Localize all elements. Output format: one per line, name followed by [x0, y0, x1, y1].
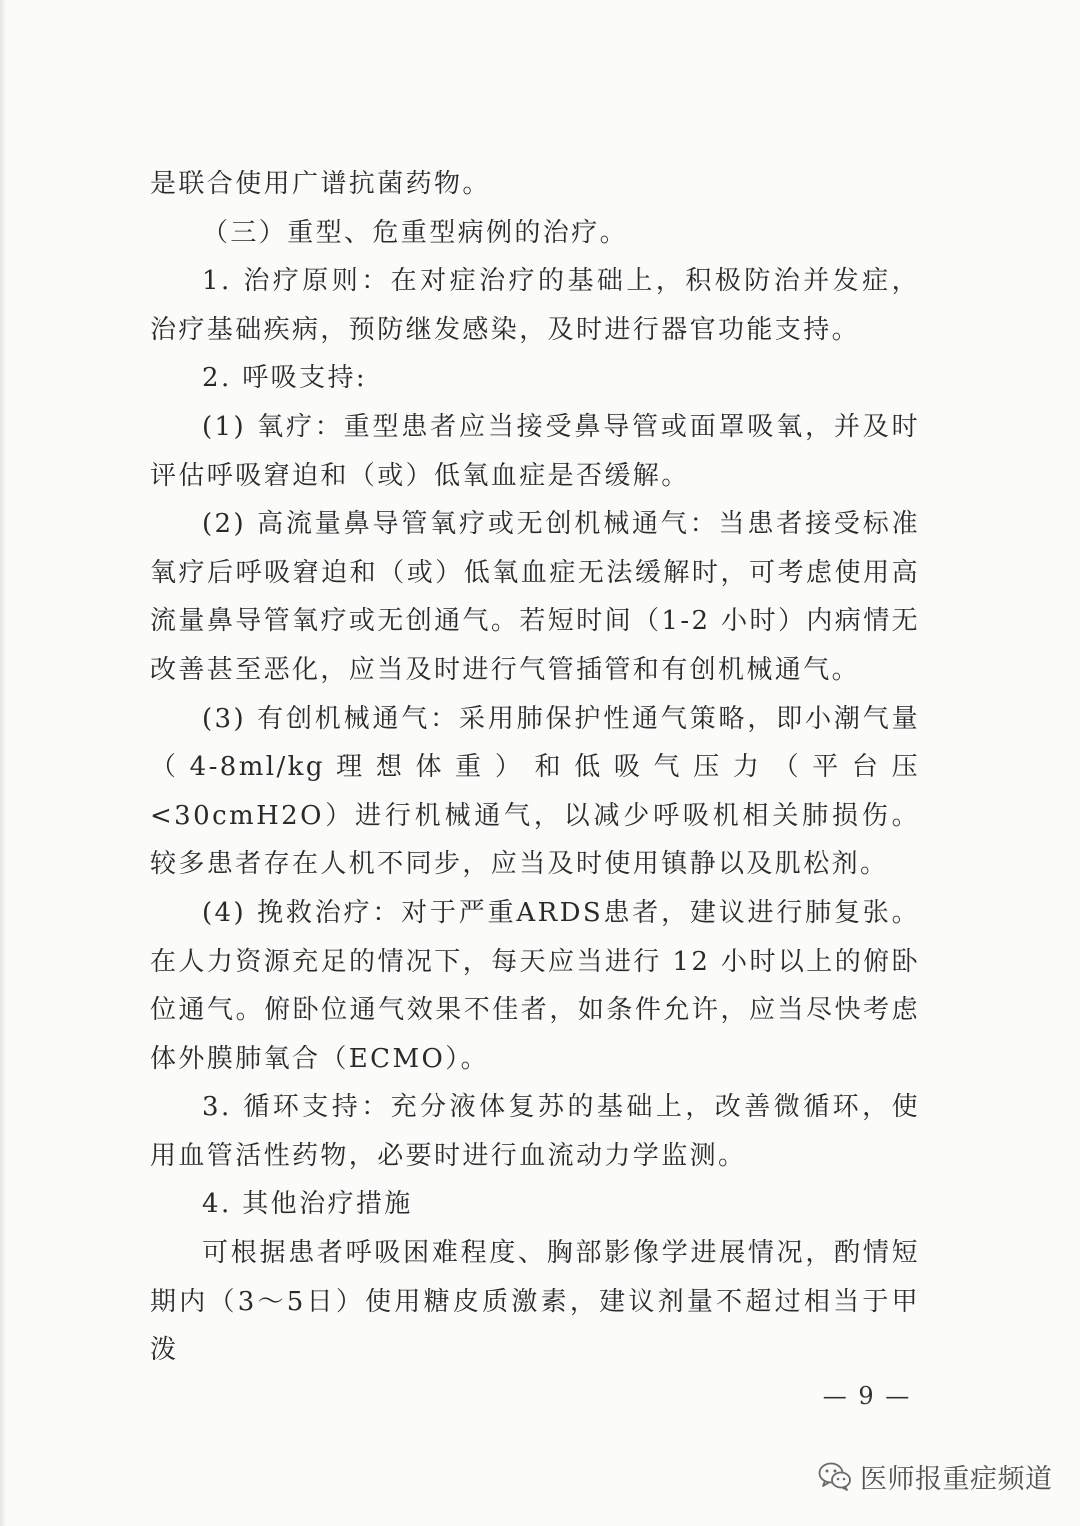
- page-number: — 9 —: [822, 1382, 912, 1410]
- paragraph-treatment-principle: 1. 治疗原则：在对症治疗的基础上，积极防治并发症，治疗基础疾病，预防继发感染，及时进行器官功能支持。: [150, 266, 920, 345]
- paragraph-continuation: 是联合使用广谱抗菌药物。: [150, 169, 491, 199]
- watermark-text: 医师报重症频道: [860, 1463, 1053, 1495]
- heading-other-measures: 4. 其他治疗措施: [202, 1189, 413, 1220]
- paragraph-high-flow-oxygen: (2) 高流量鼻导管氧疗或无创机械通气：当患者接受标准氧疗后呼吸窘迫和（或）低氧血症无法缓解时，可考虑使用高流量鼻导管氧疗或无创通气。若短时间（1-2 小时）内病情无改善甚至恶化，应当及时进行气管插管和有创机械通气。: [150, 509, 920, 685]
- paragraph-oxygen-therapy: (1) 氧疗：重型患者应当接受鼻导管或面罩吸氧，并及时评估呼吸窘迫和（或）低氧血症是否缓解。: [150, 411, 920, 491]
- paragraph-glucocorticoids: 可根据患者呼吸困难程度、胸部影像学进展情况，酌情短期内（3～5日）使用糖皮质激素，建议剂量不超过相当于甲泼: [150, 1238, 920, 1366]
- wechat-icon: [818, 1461, 852, 1491]
- watermark: [818, 1456, 1053, 1496]
- heading-respiratory-support: 2. 呼吸支持:: [202, 363, 368, 394]
- scan-edge: [0, 0, 6, 1526]
- paragraph-circulatory-support: 3. 循环支持：充分液体复苏的基础上，改善微循环，使用血管活性药物，必要时进行血流动力学监测。: [150, 1092, 920, 1171]
- paragraph-invasive-ventilation: (3) 有创机械通气：采用肺保护性通气策略，即小潮气量（4-8ml/kg理想体重）和低吸气压力（平台压<30cmH2O）进行机械通气，以减少呼吸机相关肺损伤。较多患者存在人机不同步，应当及时使用镇静以及肌松剂。: [150, 703, 920, 880]
- body-text: [150, 160, 920, 1375]
- paragraph-rescue-therapy: (4) 挽救治疗：对于严重ARDS患者，建议进行肺复张。在人力资源充足的情况下，每天应当进行 12 小时以上的俯卧位通气。俯卧位通气效果不佳者，如条件允许，应当尽快考虑体外膜肺氧合（ECMO）。: [150, 897, 920, 1074]
- section-heading-severe-cases: （三）重型、危重型病例的治疗。: [202, 217, 629, 248]
